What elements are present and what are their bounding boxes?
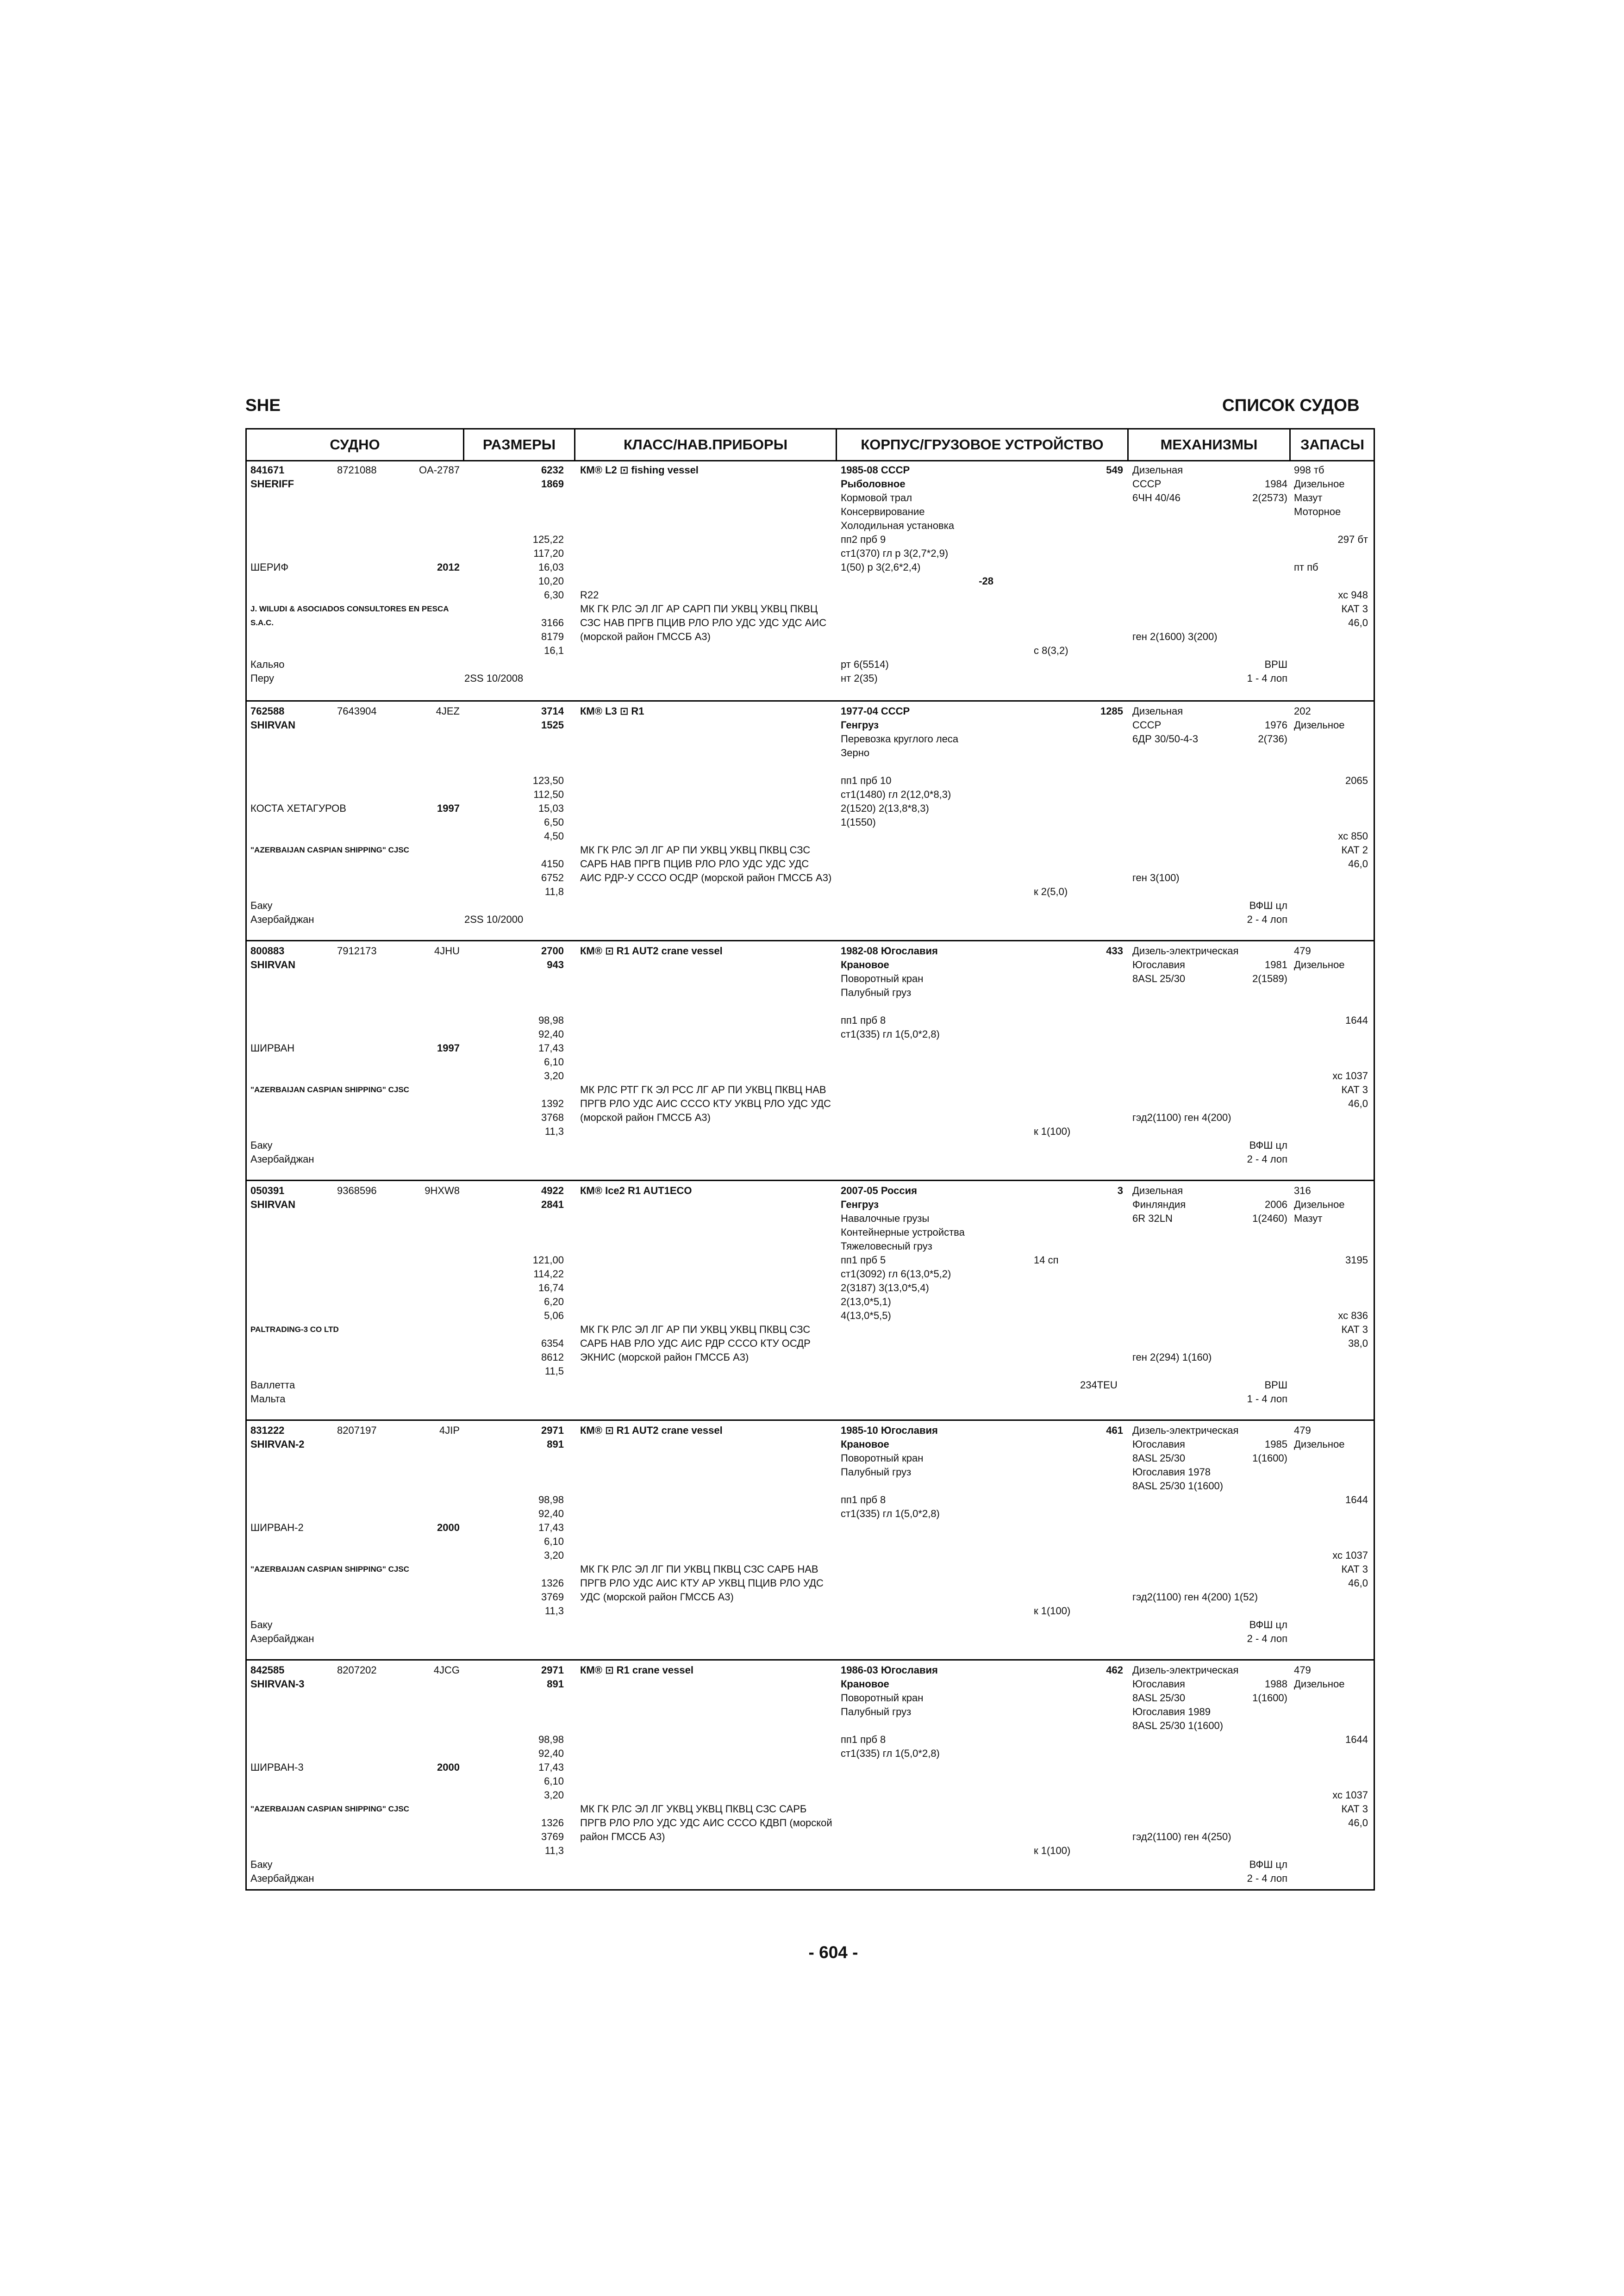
imo-number: 7643904 xyxy=(337,705,377,717)
blades: 1 - 4 лоп xyxy=(1247,1393,1287,1405)
fuel-line: Дизельное xyxy=(1294,719,1345,731)
home-port: Баку xyxy=(250,900,273,911)
nav-equipment: МК ГК РЛС ЭЛ ЛГ УКВЦ УКВЦ ПКВЦ СЗС САРБ ПРГВ РЛО РЛО УДС УДС АИС СССО КДВП (морской район ГМССБ А3) xyxy=(580,1803,832,1842)
breadth: 17,43 xyxy=(538,1761,564,1773)
gross-tonnage: 4922 xyxy=(541,1185,564,1196)
endurance: 2065 xyxy=(1345,775,1368,786)
gross-tonnage: 6232 xyxy=(541,464,564,476)
yard-number: 549 xyxy=(1106,464,1123,476)
engine-model: 8ASL 25/30 xyxy=(1132,1692,1186,1704)
fuel-total: 479 xyxy=(1294,1425,1311,1436)
fuel-total: 479 xyxy=(1294,945,1311,957)
hold-line: 4(13,0*5,5) xyxy=(841,1310,891,1321)
length-overall: 98,98 xyxy=(538,1494,564,1506)
build-info: 1986-03 Югославия xyxy=(841,1664,938,1676)
speed: 11,5 xyxy=(544,1365,564,1377)
length-overall: 98,98 xyxy=(538,1734,564,1745)
hold-line: пп1 прб 8 xyxy=(841,1494,886,1506)
hold-line: 2(1520) 2(13,8*8,3) xyxy=(841,803,929,814)
hold-line: пп2 прб 9 xyxy=(841,534,886,545)
class-notation: КМ® ⊡ R1 AUT2 crane vessel xyxy=(580,1425,723,1436)
engine-power: 1(1600) xyxy=(1252,1692,1287,1704)
hull-bottom-line: 234TEU xyxy=(1080,1379,1118,1391)
ship-name-russian: ШЕРИФ xyxy=(250,561,289,573)
hull-extra: с 8(3,2) xyxy=(1034,645,1068,656)
deadweight: 1392 xyxy=(541,1098,564,1109)
length-overall: 121,00 xyxy=(532,1254,564,1266)
deadweight: 3166 xyxy=(541,617,564,628)
hold-line: пп1 прб 8 xyxy=(841,1014,886,1026)
range: 46,0 xyxy=(1348,1817,1368,1829)
hold-line: 2(3187) 3(13,0*5,4) xyxy=(841,1282,929,1294)
range: 46,0 xyxy=(1348,858,1368,870)
engine-country: СССР xyxy=(1132,719,1162,731)
engine-power: 2(736) xyxy=(1258,733,1287,745)
crew-capacity: хс 1037 xyxy=(1332,1789,1368,1801)
nav-equipment: МК ГК РЛС ЭЛ ЛГ АР ПИ УКВЦ УКВЦ ПКВЦ СЗС САРБ НАВ РЛО УДС АИС РДР СССО КТУ ОСДР ЭКНИС (морской район ГМССБ А3) xyxy=(580,1324,811,1363)
ship-name-latin: SHIRVAN xyxy=(250,1199,295,1210)
hull-line: Консервирование xyxy=(841,506,925,517)
net-tonnage: 891 xyxy=(547,1438,564,1450)
flag-country: Перу xyxy=(250,672,275,684)
imo-number: 8721088 xyxy=(337,464,377,476)
gross-tonnage: 2700 xyxy=(541,945,564,957)
engine-country: СССР xyxy=(1132,478,1162,490)
propeller: ВФШ цл xyxy=(1249,1619,1287,1630)
crew-capacity: хс 836 xyxy=(1338,1310,1368,1321)
draught: 3,20 xyxy=(544,1070,564,1082)
speed: 11,3 xyxy=(544,1845,564,1856)
deadweight: 1326 xyxy=(541,1817,564,1829)
fuel-total: 998 тб xyxy=(1294,464,1324,476)
displacement: 8179 xyxy=(541,631,564,642)
owner-name: J. WILUDI & ASOCIADOS CONSULTORES EN PESCA S.A.C. xyxy=(250,604,449,627)
engine-year: 1976 xyxy=(1265,719,1287,731)
build-info: 1985-10 Югославия xyxy=(841,1425,938,1436)
class-notation: КМ® ⊡ R1 crane vessel xyxy=(580,1664,693,1676)
build-info: 1977-04 СССР xyxy=(841,705,910,717)
home-port: Баку xyxy=(250,1139,273,1151)
hull-line: Палубный груз xyxy=(841,1706,912,1717)
engine-country: Финляндия xyxy=(1132,1199,1186,1210)
registry-number: 841671 xyxy=(250,464,285,476)
speed: 11,3 xyxy=(544,1605,564,1617)
displacement: 6752 xyxy=(541,872,564,884)
engine-year: 2006 xyxy=(1265,1199,1287,1210)
displacement: 8612 xyxy=(541,1351,564,1363)
engine-model: 8ASL 25/30 xyxy=(1132,1452,1186,1464)
yard-number: 1285 xyxy=(1100,705,1123,717)
gross-tonnage: 2971 xyxy=(541,1425,564,1436)
column-header-stores: ЗАПАСЫ xyxy=(1300,436,1365,453)
length-overall: 125,22 xyxy=(532,534,564,545)
class-extra: R22 xyxy=(580,589,599,601)
engine-power: 1(1600) xyxy=(1252,1452,1287,1464)
call-sign: 4JIP xyxy=(439,1425,460,1436)
ship-name-russian: КОСТА ХЕТАГУРОВ xyxy=(250,803,346,814)
ship-name-latin: SHIRVAN-2 xyxy=(250,1438,305,1450)
fuel-line: Мазут xyxy=(1294,1213,1323,1224)
category: КАТ 3 xyxy=(1341,1563,1368,1575)
draught: 5,06 xyxy=(544,1310,564,1321)
ship-register-table xyxy=(245,428,1375,1891)
ship-record xyxy=(247,940,1374,1180)
imo-number: 8207202 xyxy=(337,1664,377,1676)
hull-extra: к 1(100) xyxy=(1034,1126,1071,1137)
engine-type: Дизель-электрическая xyxy=(1132,1425,1239,1436)
endurance: 1644 xyxy=(1345,1494,1368,1506)
blades: 2 - 4 лоп xyxy=(1247,1873,1287,1884)
owner-name: "AZERBAIJAN CASPIAN SHIPPING" CJSC xyxy=(250,1565,409,1574)
depth: 6,10 xyxy=(544,1536,564,1547)
hold-line: ст1(335) гл 1(5,0*2,8) xyxy=(841,1028,940,1040)
fuel-total: 316 xyxy=(1294,1185,1311,1196)
ship-name-russian: ШИРВАН-2 xyxy=(250,1522,304,1533)
deadweight: 4150 xyxy=(541,858,564,870)
engine-type: Дизельная xyxy=(1132,464,1183,476)
range: 46,0 xyxy=(1348,1577,1368,1589)
build-year: 2000 xyxy=(437,1522,460,1533)
nav-equipment: МК РЛС РТГ ГК ЭЛ РСС ЛГ АР ПИ УКВЦ ПКВЦ НАВ ПРГВ РЛО УДС АИС СССО КТУ УКВЦ РЛО УДС УДС (морской район ГМССБ А3) xyxy=(580,1084,831,1123)
flag-country: Азербайджан xyxy=(250,1873,314,1884)
yard-number: 461 xyxy=(1106,1425,1123,1436)
build-info: 1985-08 СССР xyxy=(841,464,910,476)
generators: гэд2(1100) ген 4(250) xyxy=(1132,1831,1231,1842)
hold-line: ст1(3092) гл 6(13,0*5,2) xyxy=(841,1268,951,1280)
home-port: Валлетта xyxy=(250,1379,295,1391)
blades: 2 - 4 лоп xyxy=(1247,1633,1287,1644)
engine-year: 1984 xyxy=(1265,478,1287,490)
crew-capacity: хс 948 xyxy=(1338,589,1368,601)
engine-type: Дизель-электрическая xyxy=(1132,945,1239,957)
ice-class: -28 xyxy=(979,575,993,587)
net-tonnage: 1869 xyxy=(541,478,564,490)
crew-capacity: хс 850 xyxy=(1338,830,1368,842)
call-sign: 9HXW8 xyxy=(425,1185,460,1196)
speed: 16,1 xyxy=(544,645,564,656)
depth: 6,10 xyxy=(544,1775,564,1787)
engine-model: 6ДР 30/50-4-3 xyxy=(1132,733,1199,745)
propeller: ВФШ цл xyxy=(1249,900,1287,911)
build-year: 1997 xyxy=(437,1042,460,1054)
engine-type: Дизельная xyxy=(1132,1185,1183,1196)
engine-type: Дизельная xyxy=(1132,705,1183,717)
category: КАТ 3 xyxy=(1341,1324,1368,1335)
hold-line: 1(50) р 3(2,6*2,4) xyxy=(841,561,921,573)
class-notation: КМ® Ice2 R1 AUT1ECO xyxy=(580,1185,692,1196)
engine-year: 1981 xyxy=(1265,959,1287,971)
generators: ген 3(100) xyxy=(1132,872,1180,884)
generators: гэд2(1100) ген 4(200) 1(52) xyxy=(1132,1591,1258,1603)
column-header-class: КЛАСС/НАВ.ПРИБОРЫ xyxy=(575,429,837,460)
hold-line: ст1(370) гл р 3(2,7*2,9) xyxy=(841,548,949,559)
page-header-right: СПИСОК СУДОВ xyxy=(1222,396,1360,415)
gross-tonnage: 2971 xyxy=(541,1664,564,1676)
fuel-line: Мазут xyxy=(1294,492,1323,504)
category: КАТ 2 xyxy=(1341,844,1368,856)
owner-name: "AZERBAIJAN CASPIAN SHIPPING" CJSC xyxy=(250,1804,409,1813)
category: КАТ 3 xyxy=(1341,1084,1368,1095)
length-overall: 98,98 xyxy=(538,1014,564,1026)
registry-number: 762588 xyxy=(250,705,285,717)
deadweight: 6354 xyxy=(541,1338,564,1349)
engine-year: 1985 xyxy=(1265,1438,1287,1450)
registry-number: 831222 xyxy=(250,1425,285,1436)
hull-bottom-line: рт 6(5514) xyxy=(841,659,889,670)
endurance: 3195 xyxy=(1345,1254,1368,1266)
ship-name-latin: SHIRVAN-3 xyxy=(250,1678,305,1690)
breadth: 15,03 xyxy=(538,803,564,814)
call-sign: 4JCG xyxy=(433,1664,460,1676)
range: 38,0 xyxy=(1348,1338,1368,1349)
displacement: 3769 xyxy=(541,1831,564,1842)
engine-extra-line: Югославия 1989 xyxy=(1132,1706,1211,1717)
ship-type: Генгруз xyxy=(841,1199,879,1210)
breadth: 16,74 xyxy=(538,1282,564,1294)
engine-country: Югославия xyxy=(1132,1438,1185,1450)
fuel-line: Дизельное xyxy=(1294,1678,1345,1690)
hull-extra: к 1(100) xyxy=(1034,1845,1071,1856)
propeller: ВФШ цл xyxy=(1249,1859,1287,1870)
length-overall: 123,50 xyxy=(532,775,564,786)
blades: 2 - 4 лоп xyxy=(1247,1153,1287,1165)
speed: 11,8 xyxy=(544,886,564,897)
flag-country: Мальта xyxy=(250,1393,286,1405)
registry-number: 050391 xyxy=(250,1185,285,1196)
ship-type: Крановое xyxy=(841,1678,889,1690)
imo-number: 9368596 xyxy=(337,1185,377,1196)
length-bp: 112,50 xyxy=(533,789,564,800)
yard-number: 433 xyxy=(1106,945,1123,957)
owner-name: "AZERBAIJAN CASPIAN SHIPPING" CJSC xyxy=(250,1085,409,1094)
class-notation: КМ® L2 ⊡ fishing vessel xyxy=(580,464,699,476)
column-header-machinery: МЕХАНИЗМЫ xyxy=(1129,429,1291,460)
length-bp: 92,40 xyxy=(538,1508,564,1519)
nav-equipment: МК ГК РЛС ЭЛ ЛГ ПИ УКВЦ ПКВЦ СЗС САРБ НАВ ПРГВ РЛО УДС АИС КТУ АР УКВЦ ПЦИВ РЛО УДС УДС (морской район ГМССБ А3) xyxy=(580,1563,824,1603)
call-sign: OA-2787 xyxy=(418,464,460,476)
hold-line: пп1 прб 8 xyxy=(841,1734,886,1745)
net-tonnage: 943 xyxy=(547,959,564,971)
generators: гэд2(1100) ген 4(200) xyxy=(1132,1112,1231,1123)
flag-country: Азербайджан xyxy=(250,1153,314,1165)
engine-extra-line: 8ASL 25/30 1(1600) xyxy=(1132,1720,1224,1731)
engine-country: Югославия xyxy=(1132,1678,1185,1690)
class-notation: КМ® L3 ⊡ R1 xyxy=(580,705,644,717)
breadth: 17,43 xyxy=(538,1522,564,1533)
range: 46,0 xyxy=(1348,1098,1368,1109)
engine-power: 1(2460) xyxy=(1252,1213,1287,1224)
ship-record xyxy=(247,1180,1374,1419)
displacement: 3769 xyxy=(541,1591,564,1603)
ship-name-russian: ШИРВАН xyxy=(250,1042,295,1054)
generators: ген 2(1600) 3(200) xyxy=(1132,631,1218,642)
draught: 3,20 xyxy=(544,1789,564,1801)
build-year: 2000 xyxy=(437,1761,460,1773)
hold-line: пп1 прб 10 xyxy=(841,775,892,786)
generators: ген 2(294) 1(160) xyxy=(1132,1351,1212,1363)
engine-model: 6R 32LN xyxy=(1132,1213,1173,1224)
ship-type: Генгруз xyxy=(841,719,879,731)
hold-line: ст1(1480) гл 2(12,0*8,3) xyxy=(841,789,951,800)
owner-name: "AZERBAIJAN CASPIAN SHIPPING" CJSC xyxy=(250,846,409,854)
propeller: ВФШ цл xyxy=(1249,1139,1287,1151)
ship-type: Рыболовное xyxy=(841,478,906,490)
length-bp: 117,20 xyxy=(533,548,564,559)
ship-name-latin: SHIRVAN xyxy=(250,719,295,731)
propeller: ВРШ xyxy=(1264,659,1287,670)
draught: 3,20 xyxy=(544,1549,564,1561)
displacement: 3768 xyxy=(541,1112,564,1123)
stores-extra: пт пб xyxy=(1294,561,1318,573)
engine-type: Дизель-электрическая xyxy=(1132,1664,1239,1676)
fuel-line: Дизельное xyxy=(1294,1199,1345,1210)
build-info: 1982-08 Югославия xyxy=(841,945,938,957)
endurance: 1644 xyxy=(1345,1014,1368,1026)
category: КАТ 3 xyxy=(1341,603,1368,615)
engine-power: 2(2573) xyxy=(1252,492,1287,504)
fuel-line: Дизельное xyxy=(1294,959,1345,971)
range: 46,0 xyxy=(1348,617,1368,628)
survey-date: 2SS 10/2008 xyxy=(464,672,524,684)
fuel-line: Моторное xyxy=(1294,506,1341,517)
owner-name: PALTRADING-3 CO LTD xyxy=(250,1325,339,1334)
hull-extra: 14 сп xyxy=(1034,1254,1059,1266)
hull-line: Палубный груз xyxy=(841,1466,912,1478)
nav-equipment: МК ГК РЛС ЭЛ ЛГ АР ПИ УКВЦ УКВЦ ПКВЦ СЗС САРБ НАВ ПРГВ ПЦИВ РЛО РЛО УДС УДС УДС АИС РДР-У СССО ОСДР (морской район ГМССБ А3) xyxy=(580,844,832,884)
blades: 1 - 4 лоп xyxy=(1247,672,1287,684)
registry-number: 800883 xyxy=(250,945,285,957)
fuel-total: 202 xyxy=(1294,705,1311,717)
column-header-hull: КОРПУС/ГРУЗОВОЕ УСТРОЙСТВО xyxy=(837,429,1129,460)
engine-extra-line: 8ASL 25/30 1(1600) xyxy=(1132,1480,1224,1492)
home-port: Баку xyxy=(250,1859,273,1870)
net-tonnage: 891 xyxy=(547,1678,564,1690)
hull-line: Холодильная установка xyxy=(841,520,955,531)
hull-extra: к 1(100) xyxy=(1034,1605,1071,1617)
build-year: 1997 xyxy=(437,803,460,814)
gross-tonnage: 3714 xyxy=(541,705,564,717)
propeller: ВРШ xyxy=(1264,1379,1287,1391)
class-notation: КМ® ⊡ R1 AUT2 crane vessel xyxy=(580,945,723,957)
length-bp: 92,40 xyxy=(538,1748,564,1759)
category: КАТ 3 xyxy=(1341,1803,1368,1815)
hull-line: Палубный груз xyxy=(841,987,912,998)
hold-line: ст1(335) гл 1(5,0*2,8) xyxy=(841,1508,940,1519)
engine-extra-line: Югославия 1978 xyxy=(1132,1466,1211,1478)
imo-number: 7912173 xyxy=(337,945,377,957)
speed: 11,3 xyxy=(544,1126,564,1137)
depth: 6,50 xyxy=(544,816,564,828)
length-bp: 114,22 xyxy=(533,1268,564,1280)
yard-number: 462 xyxy=(1106,1664,1123,1676)
engine-model: 6ЧН 40/46 xyxy=(1132,492,1181,504)
endurance: 1644 xyxy=(1345,1734,1368,1745)
column-header-dimensions: РАЗМЕРЫ xyxy=(464,429,575,460)
hold-line: 1(1550) xyxy=(841,816,876,828)
hold-line: 2(13,0*5,1) xyxy=(841,1296,891,1307)
survey-date: 2SS 10/2000 xyxy=(464,914,524,925)
depth: 10,20 xyxy=(538,575,564,587)
build-info: 2007-05 Россия xyxy=(841,1185,917,1196)
draught: 4,50 xyxy=(544,830,564,842)
engine-model: 8ASL 25/30 xyxy=(1132,973,1186,984)
ship-record xyxy=(247,700,1374,940)
hull-bottom-line: нт 2(35) xyxy=(841,672,878,684)
hull-line: Тяжеловесный груз xyxy=(841,1240,932,1252)
fuel-total: 479 xyxy=(1294,1664,1311,1676)
deadweight: 1326 xyxy=(541,1577,564,1589)
hull-line: Зерно xyxy=(841,747,870,759)
flag-country: Азербайджан xyxy=(250,1633,314,1644)
build-year: 2012 xyxy=(437,561,460,573)
imo-number: 8207197 xyxy=(337,1425,377,1436)
engine-year: 1988 xyxy=(1265,1678,1287,1690)
hull-line: Кормовой трал xyxy=(841,492,912,504)
breadth: 16,03 xyxy=(538,561,564,573)
draught: 6,30 xyxy=(544,589,564,601)
hull-line: Навалочные грузы xyxy=(841,1213,930,1224)
hull-line: Поворотный кран xyxy=(841,1692,924,1704)
hull-line: Поворотный кран xyxy=(841,973,924,984)
page-number: - 604 - xyxy=(808,1943,858,1962)
hold-line: ст1(335) гл 1(5,0*2,8) xyxy=(841,1748,940,1759)
yard-number: 3 xyxy=(1117,1185,1123,1196)
ship-name-latin: SHERIFF xyxy=(250,478,294,490)
call-sign: 4JHU xyxy=(434,945,460,957)
hold-line: пп1 прб 5 xyxy=(841,1254,886,1266)
fuel-line: Дизельное xyxy=(1294,478,1345,490)
net-tonnage: 1525 xyxy=(541,719,564,731)
hull-line: Поворотный кран xyxy=(841,1452,924,1464)
ship-record xyxy=(247,1419,1374,1659)
engine-power: 2(1589) xyxy=(1252,973,1287,984)
crew-capacity: хс 1037 xyxy=(1332,1549,1368,1561)
registry-number: 842585 xyxy=(250,1664,285,1676)
page-header-left: SHE xyxy=(245,396,281,415)
ship-record xyxy=(247,1659,1374,1899)
net-tonnage: 2841 xyxy=(541,1199,564,1210)
length-bp: 92,40 xyxy=(538,1028,564,1040)
call-sign: 4JEZ xyxy=(436,705,460,717)
ship-name-latin: SHIRVAN xyxy=(250,959,295,971)
hull-line: Перевозка круглого леса xyxy=(841,733,959,745)
depth: 6,20 xyxy=(544,1296,564,1307)
blades: 2 - 4 лоп xyxy=(1247,914,1287,925)
hull-extra: к 2(5,0) xyxy=(1034,886,1068,897)
engine-country: Югославия xyxy=(1132,959,1185,971)
hull-line: Контейнерные устройства xyxy=(841,1226,965,1238)
crew-capacity: хс 1037 xyxy=(1332,1070,1368,1082)
home-port: Кальяо xyxy=(250,659,285,670)
fuel-line: Дизельное xyxy=(1294,1438,1345,1450)
breadth: 17,43 xyxy=(538,1042,564,1054)
home-port: Баку xyxy=(250,1619,273,1630)
endurance: 297 бт xyxy=(1337,534,1368,545)
ship-name-russian: ШИРВАН-3 xyxy=(250,1761,304,1773)
column-header-ship: СУДНО xyxy=(247,429,464,460)
depth: 6,10 xyxy=(544,1056,564,1068)
ship-record xyxy=(247,460,1374,700)
nav-equipment: МК ГК РЛС ЭЛ ЛГ АР САРП ПИ УКВЦ УКВЦ ПКВЦ СЗС НАВ ПРГВ ПЦИВ РЛО РЛО УДС УДС УДС АИС (морской район ГМССБ А3) xyxy=(580,603,827,642)
flag-country: Азербайджан xyxy=(250,914,314,925)
ship-type: Крановое xyxy=(841,959,889,971)
ship-type: Крановое xyxy=(841,1438,889,1450)
